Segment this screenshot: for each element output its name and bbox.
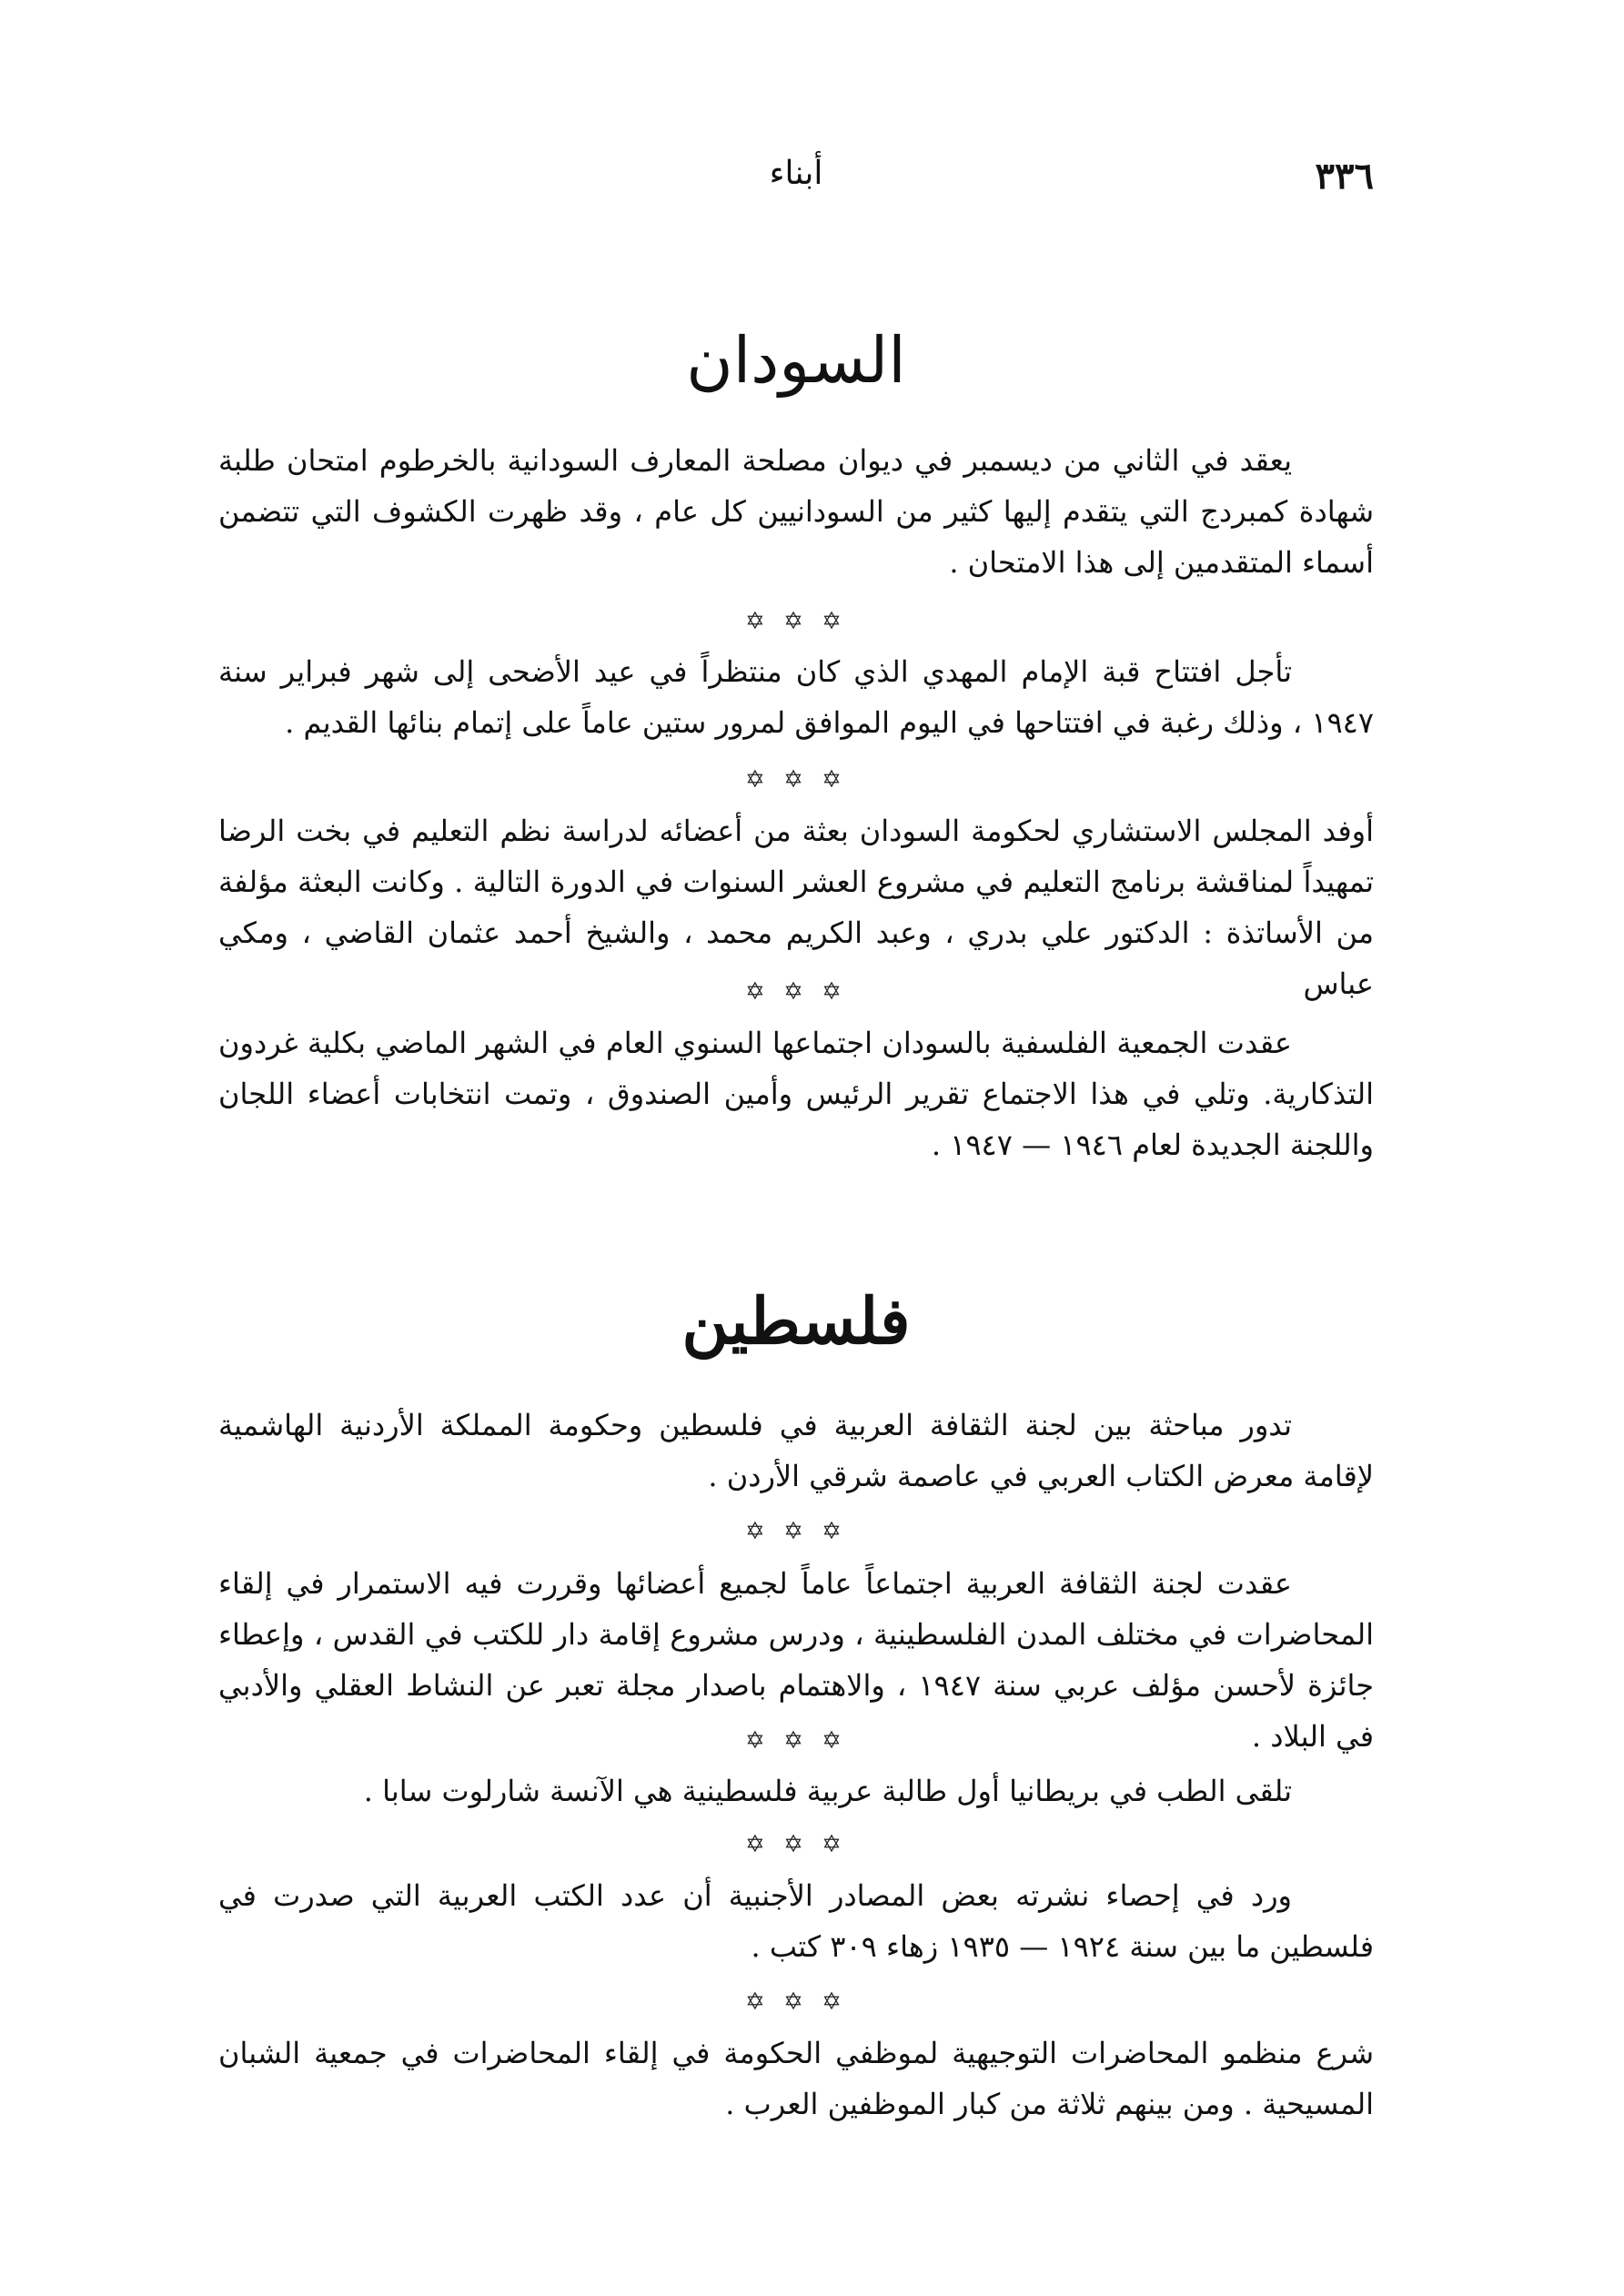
paragraph: تدور مباحثة بين لجنة الثقافة العربية في فلسطين وحكومة المملكة الأردنية الهاشمية لإقامة معرض الكتاب العربي في عاصمة شرقي الأردن . [218,1408,1374,1493]
journal-name: أبناء [769,155,823,192]
paragraph: أوفد المجلس الاستشاري لحكومة السودان بعثة من أعضائه لدراسة نظم التعليم في بخت الرضا تمهيداً لمناقشة برنامج التعليم في مشروع العشر السنوات في الدورة التالية . وكانت البعثة مؤلفة من الأساتذة : الدكتور علي بدري ، وعبد الكريم محمد ، والشيخ أحمد عثمان القاضي ، ومكي عباس [218,814,1375,1001]
paragraph: شرع منظمو المحاضرات التوجيهية لموظفي الحكومة في إلقاء المحاضرات في جمعية الشبان المسيحية . ومن بينهم ثلاثة من كبار الموظفين العرب . [218,2036,1374,2121]
paragraph: يعقد في الثاني من ديسمبر في ديوان مصلحة المعارف السودانية بالخرطوم امتحان طلبة شهادة كمبردج التي يتقدم إليها كثير من السودانيين كل عام ، وقد ظهرت الكشوف التي تتضمن أسماء المتقدمين إلى هذا الامتحان . [218,443,1375,580]
paragraph: عقدت الجمعية الفلسفية بالسودان اجتماعها السنوي العام في الشهر الماضي بكلية غردون التذكارية. وتلي في هذا الاجتماع تقرير الرئيس وأمين الصندوق ، وتمت انتخابات أعضاء اللجان واللجنة الجديدة لعام ١٩٤٦ — ١٩٤٧ . [218,1026,1375,1162]
section-title-sudan: السودان [686,323,906,398]
paragraph: ورد في إحصاء نشرته بعض المصادر الأجنبية أن عدد الكتب العربية التي صدرت في فلسطين ما بين سنة ١٩٢٤ — ١٩٣٥ زهاء ٣٠٩ كتب . [218,1878,1374,1964]
page-number: ٣٣٦ [1315,155,1374,197]
paragraph: تأجل افتتاح قبة الإمام المهدي الذي كان منتظراً في عيد الأضحى إلى شهر فبراير سنة ١٩٤٧ ، وذلك رغبة في افتتاحها في اليوم الموافق لمرور ستين عاماً على إتمام بنائها القديم . [218,654,1374,740]
star-separator: ✡ ✡ ✡ [745,1831,847,1858]
star-separator: ✡ ✡ ✡ [745,1727,847,1755]
section-title-palestine: فلسطين [681,1283,911,1359]
paragraph: تلقى الطب في بريطانيا أول طالبة عربية فلسطينية هي الآنسة شارلوت سابا . [363,1774,1292,1808]
star-separator: ✡ ✡ ✡ [745,1988,847,2016]
star-separator: ✡ ✡ ✡ [745,1518,847,1545]
star-separator: ✡ ✡ ✡ [745,608,847,635]
running-head [218,155,1374,209]
star-separator: ✡ ✡ ✡ [745,978,847,1006]
paragraph: عقدت لجنة الثقافة العربية اجتماعاً عاماً لجميع أعضائها وقررت فيه الاستمرار في إلقاء المحاضرات في مختلف المدن الفلسطينية ، ودرس مشروع إقامة دار للكتب في القدس ، وإعطاء جائزة لأحسن مؤلف عربي سنة ١٩٤٧ ، والاهتمام باصدار مجلة تعبر عن النشاط العقلي والأدبي في البلاد . [218,1566,1375,1754]
star-separator: ✡ ✡ ✡ [745,766,847,794]
